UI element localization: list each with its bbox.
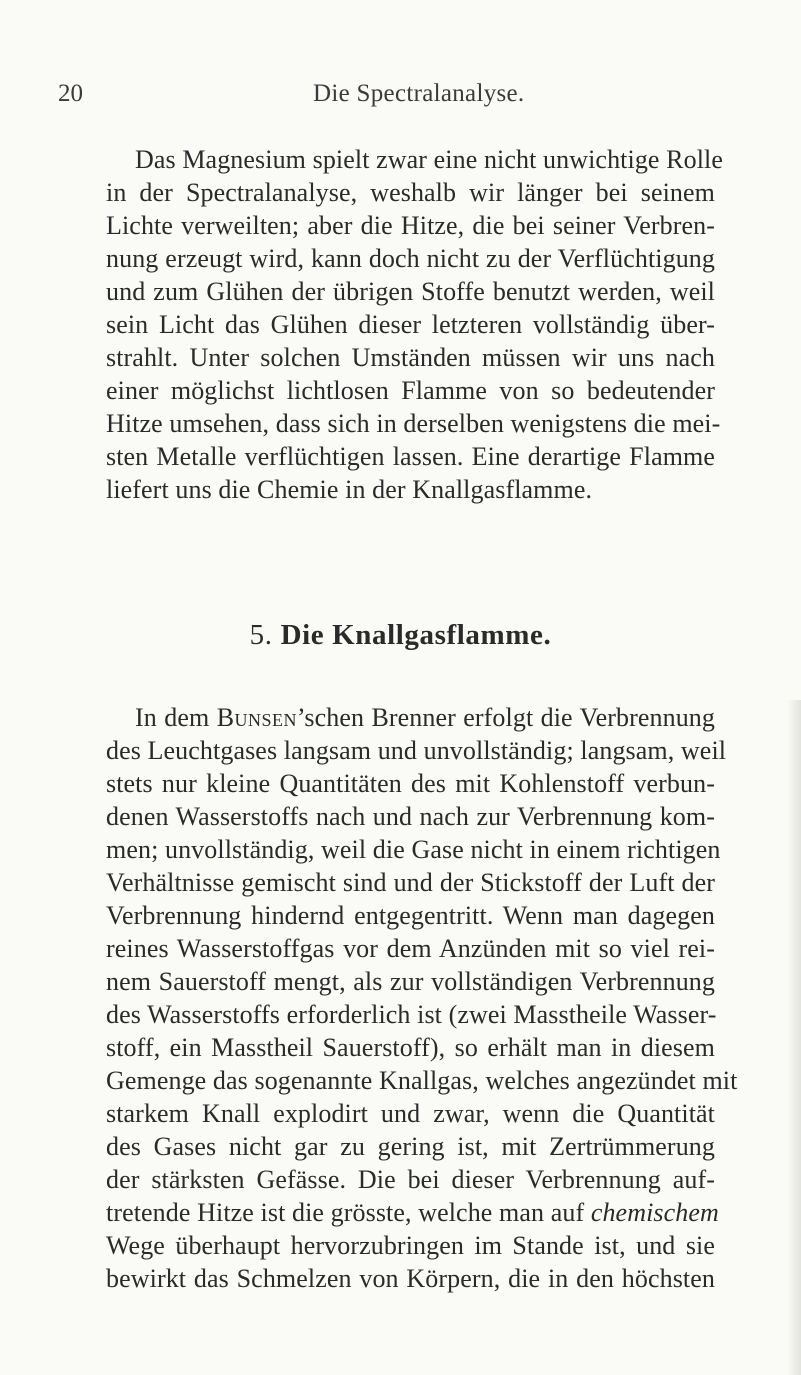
- text-line: sten Metalle verflüchtigen lassen. Eine derartige Flamme: [106, 442, 715, 471]
- text-line: [106, 1196, 719, 1229]
- text-line: des Gases nicht gar zu gering ist, mit Zertrümmerung: [106, 1132, 715, 1161]
- text-line: Verhältnisse gemischt sind und der Stickstoff der Luft der: [106, 868, 715, 897]
- section-number: 5.: [249, 619, 273, 651]
- text-line: nung erzeugt wird, kann doch nicht zu der Verflüchtigung: [106, 244, 715, 273]
- text-line: Wege überhaupt hervorzubringen im Stande ist, und sie: [106, 1231, 715, 1260]
- paragraph-magnesium: [106, 143, 723, 506]
- text-run: ’schen Brenner erfolgt die Verbrennung: [297, 703, 715, 732]
- text-line: bewirkt das Schmelzen von Körpern, die in den höchsten: [106, 1264, 715, 1293]
- text-line: und zum Glühen der übrigen Stoffe benutzt werden, weil: [106, 277, 715, 306]
- text-line: stoff, ein Masstheil Sauerstoff), so erhält man in diesem: [106, 1033, 715, 1062]
- text-line: liefert uns die Chemie in der Knallgasflamme.: [106, 475, 593, 504]
- text-line: einer möglichst lichtlosen Flamme von so bedeutender: [106, 376, 715, 405]
- text-line: nem Sauerstoff mengt, als zur vollständigen Verbrennung: [106, 967, 715, 996]
- text-line: reines Wasserstoffgas vor dem Anzünden mit so viel rei-: [106, 934, 715, 963]
- text-line: denen Wasserstoffs nach und nach zur Verbrennung kom-: [106, 802, 715, 831]
- section-title: Die Knallgasflamme.: [280, 619, 552, 651]
- page-number: 20: [58, 80, 83, 107]
- emphasized-word: chemischem: [590, 1198, 719, 1227]
- running-title: Die Spectralanalyse.: [313, 80, 525, 107]
- text-run: In dem: [135, 703, 217, 732]
- text-line: strahlt. Unter solchen Umständen müssen wir uns nach: [106, 343, 715, 372]
- author-name: Bunsen: [216, 703, 298, 732]
- text-line: Verbrennung hindernd entgegentritt. Wenn man dagegen: [106, 901, 715, 930]
- text-line: des Leuchtgases langsam und unvollständig; langsam, weil: [106, 736, 727, 765]
- text-line: Gemenge das sogenannte Knallgas, welches angezündet mit: [106, 1066, 738, 1095]
- text-line: Das Magnesium spielt zwar eine nicht unwichtige Rolle: [135, 145, 723, 174]
- text-line: der stärksten Gefässe. Die bei dieser Verbrennung auf-: [106, 1165, 715, 1194]
- page-edge-shadow: [787, 700, 801, 1375]
- text-line: in der Spectralanalyse, weshalb wir länger bei seinem: [106, 178, 715, 207]
- text-line: [106, 701, 715, 734]
- text-line: Lichte verweilten; aber die Hitze, die bei seiner Verbren-: [106, 211, 715, 240]
- page-header: [0, 80, 801, 120]
- text-line: starkem Knall explodirt und zwar, wenn die Quantität: [106, 1099, 715, 1128]
- text-line: sein Licht das Glühen dieser letzteren vollständig über-: [106, 310, 715, 339]
- text-run: tretende Hitze ist die grösste, welche man auf: [106, 1198, 591, 1227]
- text-line: stets nur kleine Quantitäten des mit Kohlenstoff verbun-: [106, 769, 715, 798]
- text-line: Hitze umsehen, dass sich in derselben wenigstens die mei-: [106, 409, 721, 438]
- text-line: men; unvollständig, weil die Gase nicht in einem richtigen: [106, 835, 721, 864]
- paragraph-knallgas: [106, 701, 738, 1295]
- text-line: des Wasserstoffs erforderlich ist (zwei Masstheile Wasser-: [106, 1000, 717, 1029]
- section-heading: [0, 619, 801, 652]
